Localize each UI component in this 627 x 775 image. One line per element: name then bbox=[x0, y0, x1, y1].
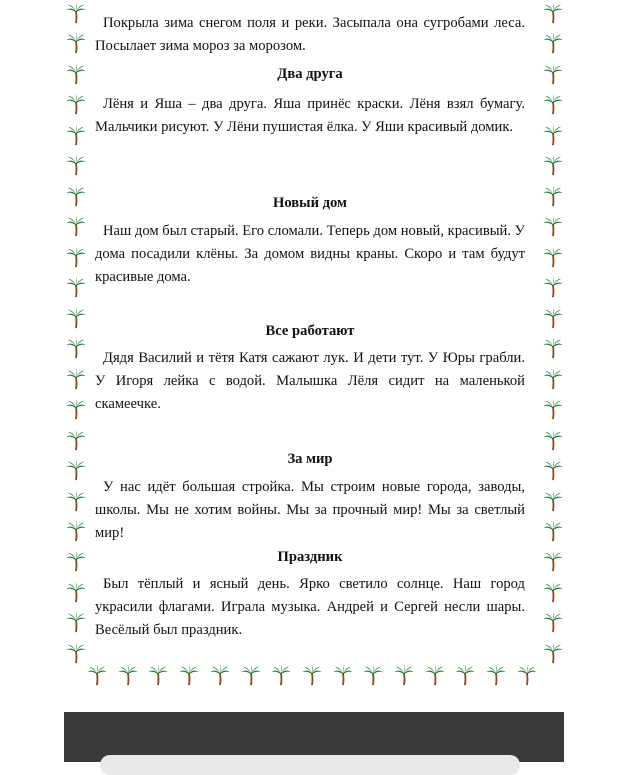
palm-tree-icon bbox=[147, 664, 169, 686]
palm-tree-icon bbox=[65, 459, 87, 481]
palm-tree-icon bbox=[542, 459, 564, 481]
palm-tree-icon bbox=[65, 276, 87, 298]
bottom-input-pill[interactable] bbox=[100, 755, 520, 775]
palm-tree-icon bbox=[542, 32, 564, 54]
palm-tree-icon bbox=[362, 664, 384, 686]
palm-tree-icon bbox=[332, 664, 354, 686]
palm-tree-icon bbox=[65, 154, 87, 176]
section-paragraph: Наш дом был старый. Его сломали. Теперь дом новый, красивый. У дома посадили клёны. За домом видны краны. Скоро и там будут красивые дома. bbox=[95, 223, 525, 285]
section-title: Праздник bbox=[277, 549, 343, 565]
palm-tree-icon bbox=[542, 611, 564, 633]
palm-tree-icon bbox=[65, 93, 87, 115]
palm-tree-icon bbox=[454, 664, 476, 686]
palm-tree-icon bbox=[65, 185, 87, 207]
palm-tree-icon bbox=[542, 154, 564, 176]
palm-tree-icon bbox=[542, 429, 564, 451]
section-title: Новый дом bbox=[273, 195, 347, 211]
palm-tree-icon bbox=[65, 550, 87, 572]
palm-tree-icon bbox=[65, 520, 87, 542]
palm-tree-icon bbox=[65, 2, 87, 24]
palm-tree-icon bbox=[65, 642, 87, 664]
palm-tree-icon bbox=[86, 664, 108, 686]
palm-tree-icon bbox=[542, 520, 564, 542]
section-title: За мир bbox=[287, 451, 333, 467]
section-paragraph: Был тёплый и ясный день. Ярко светило солнце. Наш город украсили флагами. Играла музыка. Андрей и Сергей несли шары. Весёлый был праздник. bbox=[95, 576, 525, 638]
palm-tree-icon bbox=[65, 398, 87, 420]
palm-tree-icon bbox=[65, 246, 87, 268]
palm-tree-icon bbox=[65, 124, 87, 146]
palm-tree-icon bbox=[542, 307, 564, 329]
palm-tree-icon bbox=[65, 307, 87, 329]
palm-tree-icon bbox=[65, 490, 87, 512]
section-title: Все работают bbox=[265, 323, 355, 339]
palm-tree-icon bbox=[542, 276, 564, 298]
palm-tree-icon bbox=[542, 642, 564, 664]
palm-tree-icon bbox=[424, 664, 446, 686]
palm-tree-icon bbox=[65, 429, 87, 451]
palm-tree-icon bbox=[117, 664, 139, 686]
palm-tree-icon bbox=[542, 63, 564, 85]
intro-paragraph: Покрыла зима снегом поля и реки. Засыпала она сугробами леса. Посылает зима мороз за морозом. bbox=[95, 15, 525, 54]
palm-tree-icon bbox=[542, 337, 564, 359]
palm-tree-icon bbox=[542, 93, 564, 115]
section-paragraph: У нас идёт большая стройка. Мы строим новые города, заводы, школы. Мы не хотим войны. Мы за прочный мир! Мы за светлый мир! bbox=[95, 479, 525, 541]
palm-tree-icon bbox=[270, 664, 292, 686]
palm-tree-icon bbox=[485, 664, 507, 686]
palm-tree-icon bbox=[178, 664, 200, 686]
palm-tree-icon bbox=[542, 398, 564, 420]
palm-tree-icon bbox=[542, 185, 564, 207]
palm-tree-icon bbox=[301, 664, 323, 686]
palm-tree-icon bbox=[516, 664, 538, 686]
palm-tree-icon bbox=[209, 664, 231, 686]
section-paragraph: Дядя Василий и тётя Катя сажают лук. И дети тут. У Юры грабли. У Игоря лейка с водой. Малышка Лёля сидит на маленькой скамеечке. bbox=[95, 350, 525, 412]
palm-tree-icon bbox=[65, 32, 87, 54]
palm-tree-icon bbox=[542, 368, 564, 390]
palm-tree-icon bbox=[542, 124, 564, 146]
palm-tree-icon bbox=[393, 664, 415, 686]
bottom-palm-border bbox=[86, 660, 538, 690]
palm-tree-icon bbox=[240, 664, 262, 686]
palm-tree-icon bbox=[65, 368, 87, 390]
palm-tree-icon bbox=[65, 63, 87, 85]
section-title: Два друга bbox=[277, 66, 343, 82]
section-paragraph: Лёня и Яша – два друга. Яша принёс краски. Лёня взял бумагу. Мальчики рисуют. У Лёни пушистая ёлка. У Яши красивый домик. bbox=[95, 96, 525, 135]
palm-tree-icon bbox=[542, 2, 564, 24]
palm-tree-icon bbox=[542, 581, 564, 603]
palm-tree-icon bbox=[65, 215, 87, 237]
palm-tree-icon bbox=[542, 246, 564, 268]
palm-tree-icon bbox=[65, 581, 87, 603]
left-palm-border bbox=[64, 2, 88, 664]
palm-tree-icon bbox=[542, 550, 564, 572]
palm-tree-icon bbox=[542, 490, 564, 512]
right-palm-border bbox=[541, 2, 565, 664]
palm-tree-icon bbox=[542, 215, 564, 237]
palm-tree-icon bbox=[65, 611, 87, 633]
palm-tree-icon bbox=[65, 337, 87, 359]
